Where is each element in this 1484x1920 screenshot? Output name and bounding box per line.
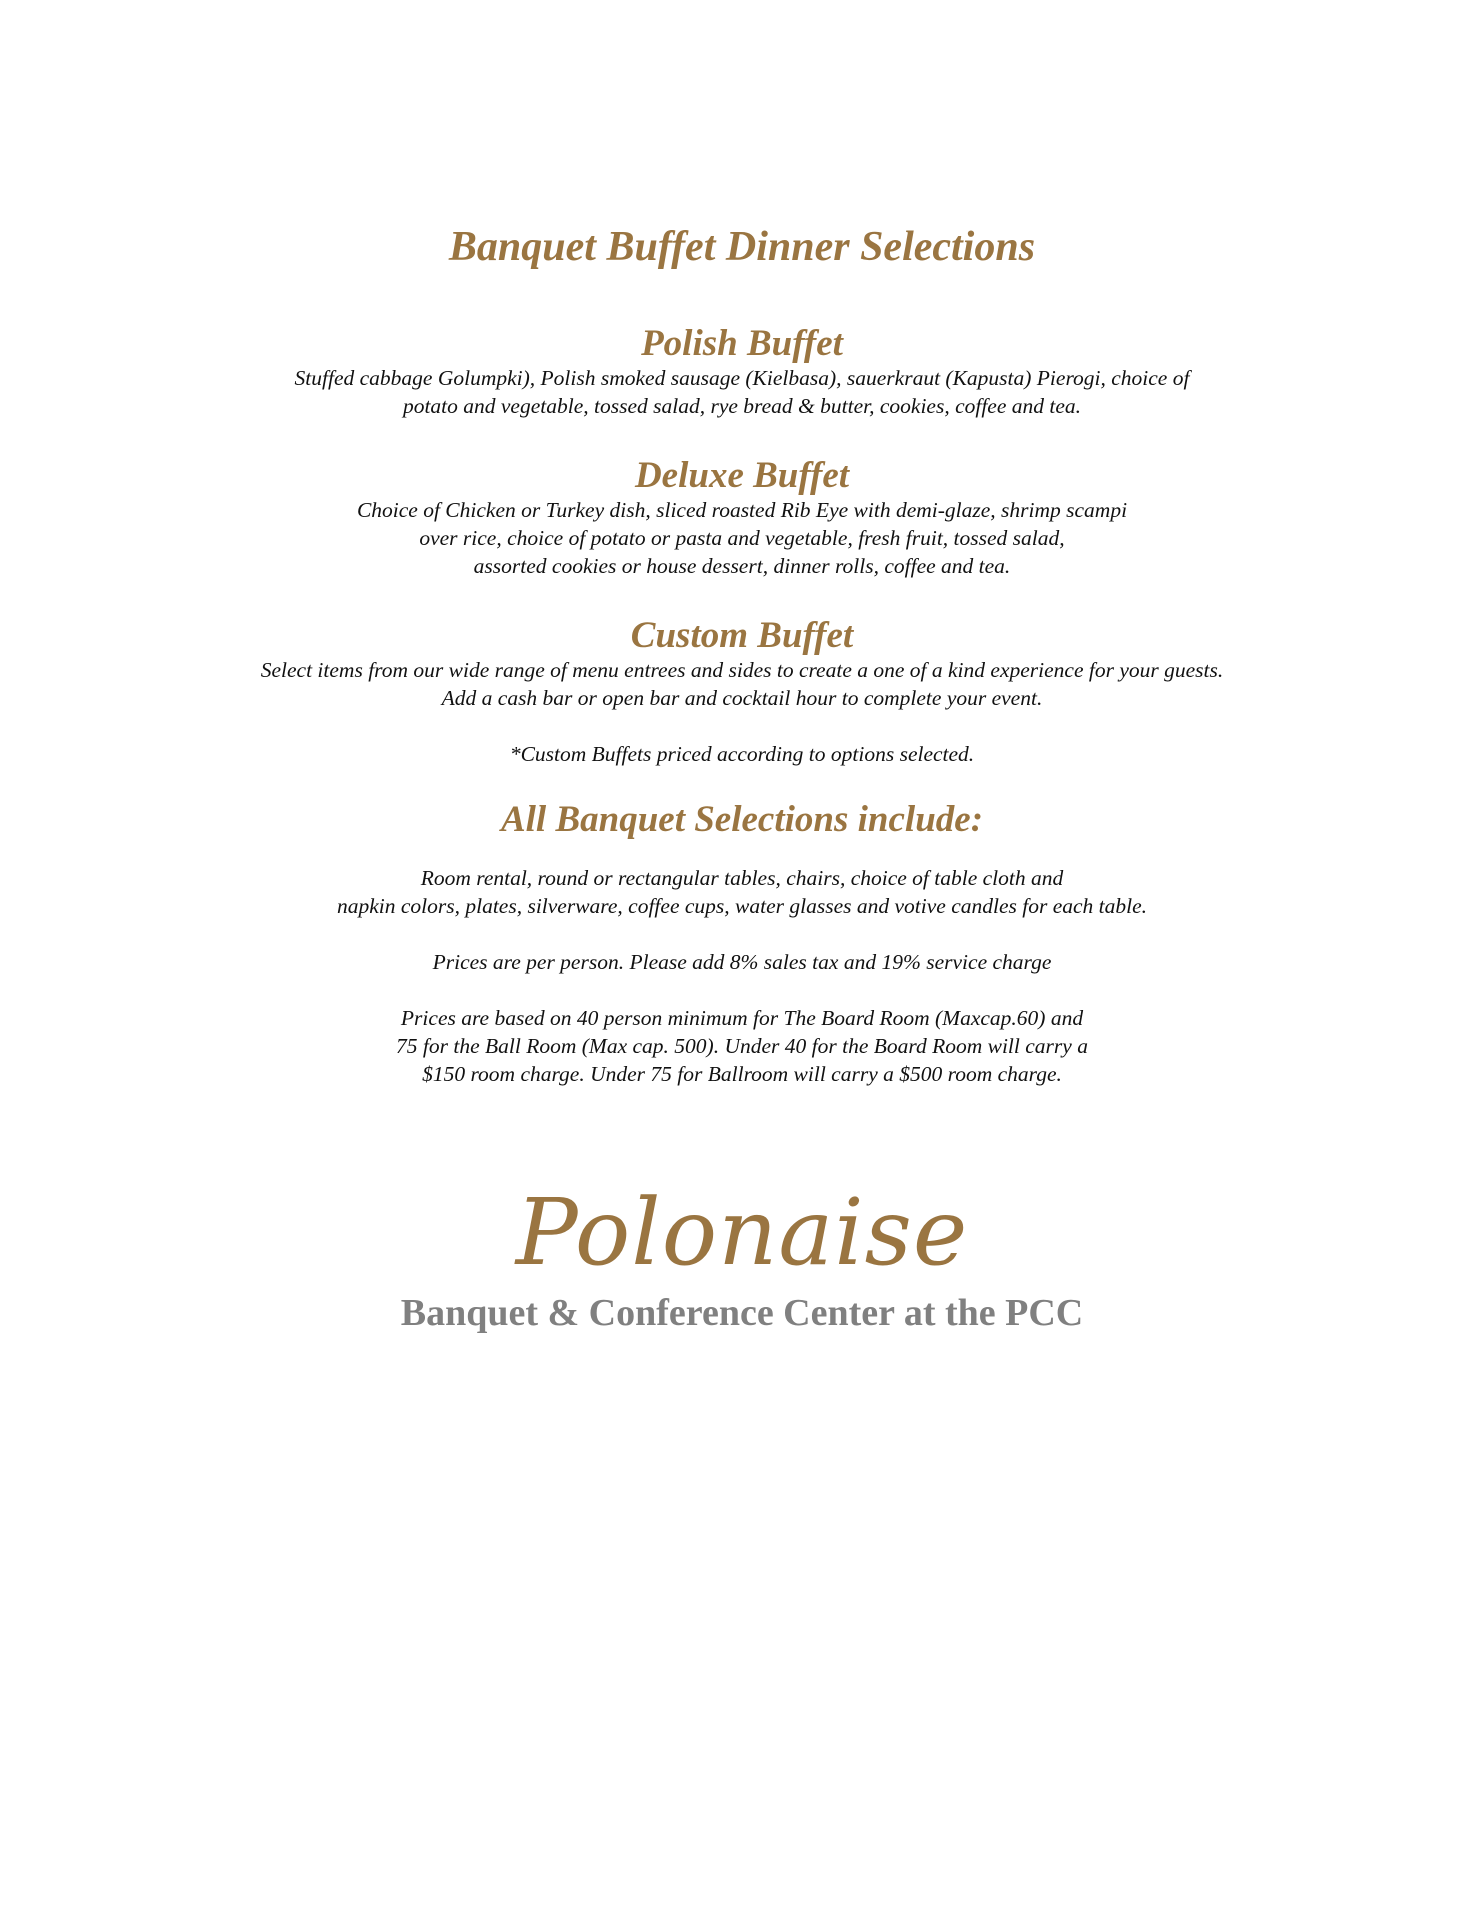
deluxe-buffet-line: Choice of Chicken or Turkey dish, sliced roasted Rib Eye with demi-glaze, shrimp scampi bbox=[356, 498, 1128, 522]
includes-line: napkin colors, plates, silverware, coffee cups, water glasses and votive candles for each table. bbox=[336, 894, 1148, 918]
deluxe-buffet-heading: Deluxe Buffet bbox=[634, 455, 850, 496]
minimum-line: Prices are based on 40 person minimum for The Board Room (Maxcap.60) and bbox=[400, 1006, 1084, 1030]
custom-buffet-heading: Custom Buffet bbox=[630, 615, 854, 656]
includes-line: Room rental, round or rectangular tables, chairs, choice of table cloth and bbox=[420, 866, 1064, 890]
minimum-line: 75 for the Ball Room (Max cap. 500). Under 40 for the Board Room will carry a bbox=[396, 1034, 1088, 1058]
deluxe-buffet-line: over rice, choice of potato or pasta and vegetable, fresh fruit, tossed salad, bbox=[419, 526, 1065, 550]
minimum-line: $150 room charge. Under 75 for Ballroom will carry a $500 room charge. bbox=[422, 1062, 1062, 1086]
minimum-note bbox=[0, 1004, 1484, 1088]
page-title: Banquet Buffet Dinner Selections bbox=[448, 224, 1036, 270]
deluxe-buffet-line: assorted cookies or house dessert, dinner rolls, coffee and tea. bbox=[473, 554, 1011, 578]
polonaise-logo: Polonaise bbox=[515, 1179, 969, 1286]
polish-buffet-line: Stuffed cabbage Golumpki), Polish smoked sausage (Kielbasa), sauerkraut (Kapusta) Pierogi, choice of bbox=[294, 366, 1190, 390]
deluxe-buffet-description bbox=[0, 496, 1484, 580]
all-selections-includes bbox=[0, 864, 1484, 920]
polish-buffet-heading: Polish Buffet bbox=[641, 323, 843, 364]
custom-buffet-note: *Custom Buffets priced according to options selected. bbox=[509, 742, 975, 766]
custom-buffet-line: Select items from our wide range of menu entrees and sides to create a one of a kind experience for your guests. bbox=[260, 658, 1224, 682]
venue-tagline: Banquet & Conference Center at the PCC bbox=[400, 1292, 1084, 1334]
pricing-note: Prices are per person. Please add 8% sales tax and 19% service charge bbox=[432, 950, 1052, 974]
polish-buffet-line: potato and vegetable, tossed salad, rye bread & butter, cookies, coffee and tea. bbox=[402, 394, 1082, 418]
polish-buffet-description bbox=[0, 364, 1484, 420]
custom-buffet-description bbox=[0, 656, 1484, 712]
custom-buffet-line: Add a cash bar or open bar and cocktail hour to complete your event. bbox=[441, 686, 1043, 710]
all-selections-heading: All Banquet Selections include: bbox=[500, 799, 984, 840]
